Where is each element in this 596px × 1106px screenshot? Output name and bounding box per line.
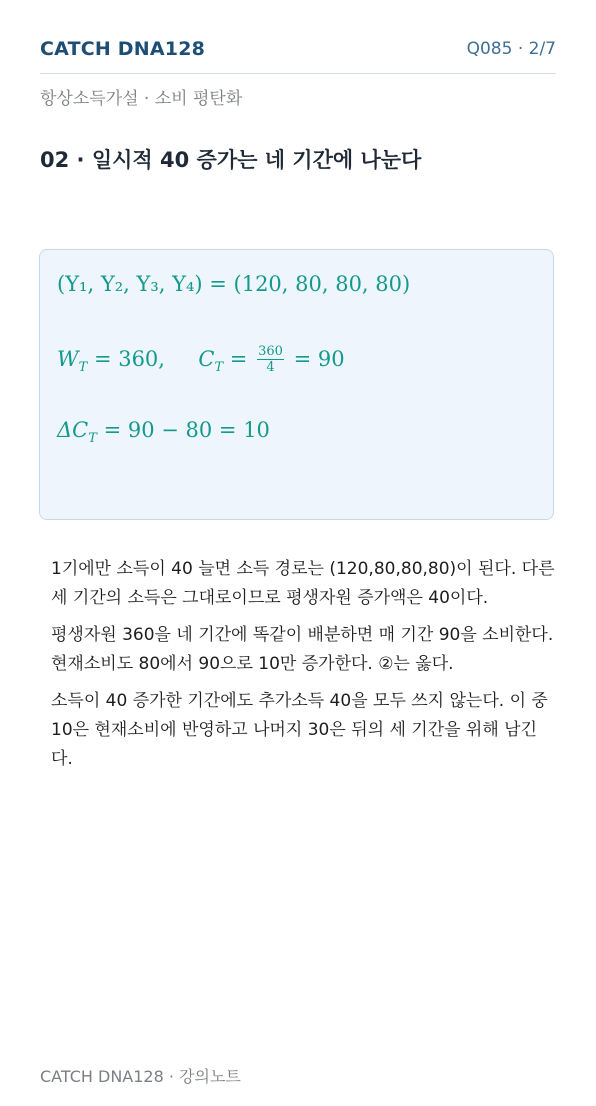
formula-eq: = bbox=[223, 347, 255, 371]
fraction-denominator: 4 bbox=[266, 360, 275, 375]
header bbox=[40, 34, 556, 74]
explanation-body bbox=[51, 555, 556, 782]
brand-title: CATCH DNA128 bbox=[40, 38, 206, 60]
formula-w-sub: T bbox=[78, 360, 88, 376]
topic-subtitle: 항상소득가설 · 소비 평탄화 bbox=[40, 89, 243, 109]
paragraph: 1기에만 소득이 40 늘면 소득 경로는 (120,80,80,80)이 된다. 다른 세 기간의 소득은 그대로이므로 평생자원 증가액은 40이다. bbox=[51, 559, 555, 608]
formula-box bbox=[39, 249, 554, 520]
paragraph: 소득이 40 증가한 기간에도 추가소득 40을 모두 쓰지 않는다. 이 중 10은 현재소비에 반영하고 나머지 30은 뒤의 세 기간을 위해 남긴다. bbox=[51, 691, 548, 769]
section-title: 02 · 일시적 40 증가는 네 기간에 나눈다 bbox=[40, 148, 422, 172]
paragraph: 평생자원 360을 네 기간에 똑같이 배분하면 매 기간 90을 소비한다. 현재소비도 80에서 90으로 10만 증가한다. ②는 옳다. bbox=[51, 625, 554, 674]
formula-delta-consumption bbox=[57, 418, 270, 446]
formula-delta-c: ΔC bbox=[57, 418, 89, 442]
formula-delta-rhs: = 90 − 80 = 10 bbox=[96, 418, 270, 442]
formula-c: C bbox=[198, 347, 215, 371]
fraction-numerator: 360 bbox=[258, 344, 283, 359]
footer: CATCH DNA128 · 강의노트 bbox=[40, 1067, 241, 1086]
formula-delta-sub: T bbox=[88, 431, 97, 447]
formula-c-sub: T bbox=[214, 360, 224, 376]
formula-wealth-consumption bbox=[57, 346, 345, 375]
formula-w: W bbox=[57, 347, 79, 371]
formula-w-rhs: = 360, bbox=[87, 347, 165, 371]
formula-c-rhs: = 90 bbox=[286, 347, 345, 371]
formula-fraction bbox=[257, 345, 284, 374]
page-indicator: Q085 · 2/7 bbox=[466, 39, 556, 59]
formula-income-path: (Y₁, Y₂, Y₃, Y₄) = (120, 80, 80, 80) bbox=[57, 272, 411, 296]
